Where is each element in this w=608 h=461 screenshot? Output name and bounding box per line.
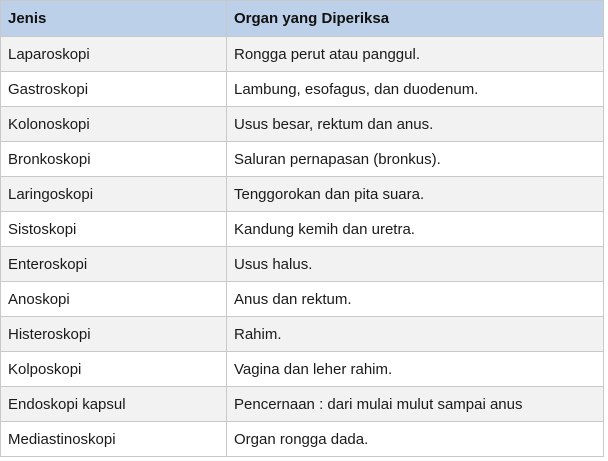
cell-organ: Usus besar, rektum dan anus.: [227, 107, 604, 142]
table-header-row: [1, 1, 604, 37]
cell-jenis: Kolposkopi: [1, 352, 227, 387]
cell-jenis: Laparoskopi: [1, 37, 227, 72]
table-row: [1, 72, 604, 107]
cell-organ: Pencernaan : dari mulai mulut sampai anus: [227, 387, 604, 422]
cell-organ: Rahim.: [227, 317, 604, 352]
cell-jenis: Laringoskopi: [1, 177, 227, 212]
cell-organ: Rongga perut atau panggul.: [227, 37, 604, 72]
cell-organ: Tenggorokan dan pita suara.: [227, 177, 604, 212]
table-row: [1, 282, 604, 317]
cell-organ: Anus dan rektum.: [227, 282, 604, 317]
cell-jenis: Endoskopi kapsul: [1, 387, 227, 422]
header-organ: Organ yang Diperiksa: [227, 1, 604, 37]
table-row: [1, 107, 604, 142]
cell-jenis: Anoskopi: [1, 282, 227, 317]
table-row: [1, 37, 604, 72]
cell-organ: Vagina dan leher rahim.: [227, 352, 604, 387]
cell-organ: Saluran pernapasan (bronkus).: [227, 142, 604, 177]
table-row: [1, 422, 604, 457]
header-jenis: Jenis: [1, 1, 227, 37]
cell-organ: Usus halus.: [227, 247, 604, 282]
cell-jenis: Histeroskopi: [1, 317, 227, 352]
cell-jenis: Gastroskopi: [1, 72, 227, 107]
cell-organ: Kandung kemih dan uretra.: [227, 212, 604, 247]
cell-organ: Lambung, esofagus, dan duodenum.: [227, 72, 604, 107]
table-row: [1, 177, 604, 212]
table-row: [1, 387, 604, 422]
table-row: [1, 352, 604, 387]
cell-jenis: Kolonoskopi: [1, 107, 227, 142]
cell-jenis: Bronkoskopi: [1, 142, 227, 177]
table-row: [1, 317, 604, 352]
cell-organ: Organ rongga dada.: [227, 422, 604, 457]
table-row: [1, 247, 604, 282]
cell-jenis: Enteroskopi: [1, 247, 227, 282]
table-row: [1, 142, 604, 177]
cell-jenis: Sistoskopi: [1, 212, 227, 247]
cell-jenis: Mediastinoskopi: [1, 422, 227, 457]
table-row: [1, 212, 604, 247]
